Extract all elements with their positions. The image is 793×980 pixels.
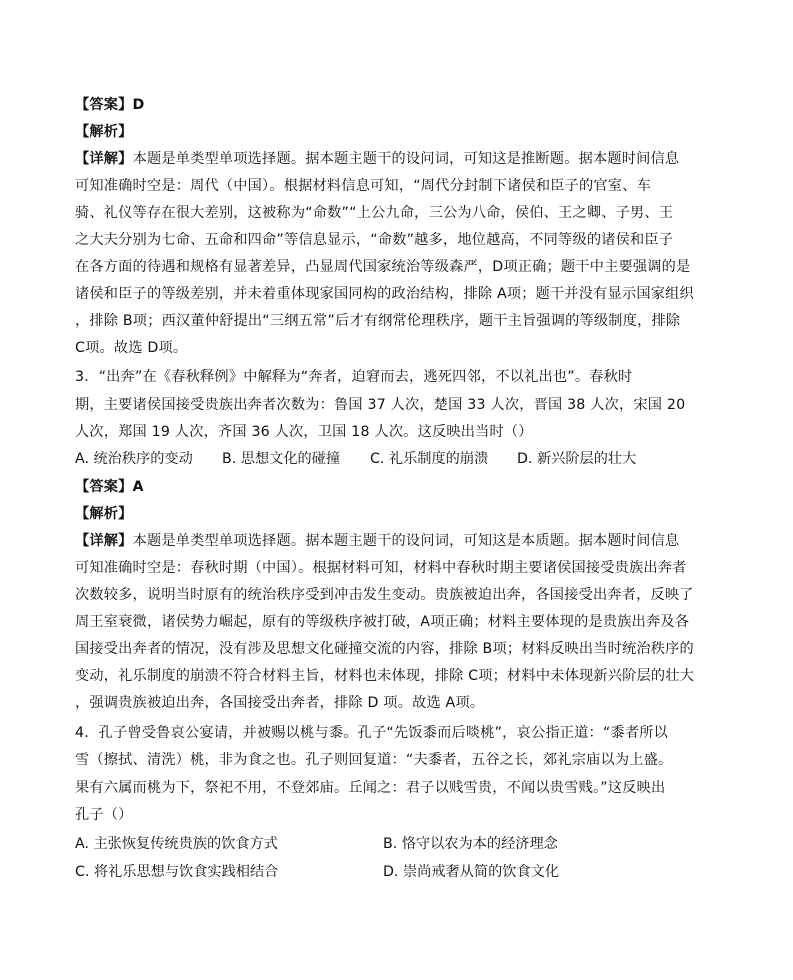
q3-detail-line-4: 周王室衰微，诸侯势力崛起，原有的等级秩序被打破，A项正确；材料主要体现的是贵族出奔及各 [75, 614, 690, 630]
q4-stem-line-4: 孔子（） [75, 807, 133, 823]
q2-answer: 【答案】D [75, 97, 145, 113]
q3-option-b: B. 思想文化的碰撞 [222, 451, 341, 467]
q2-detail-line-5: 在各方面的待遇和规格有显著差异，凸显周代国家统治等级森严，D项正确；题干中主要强调的是 [75, 259, 691, 275]
q2-detail-line-2: 可知准确时空是：周代（中国）。根据材料信息可知，“周代分封制下诸侯和臣子的官室、车 [75, 178, 651, 194]
q2-detail-line-7: ，排除 B项；西汉董仲舒提出“三纲五常”后才有纲常伦理秩序，题干主旨强调的等级制度，排除 [75, 313, 681, 329]
q3-option-c: C. 礼乐制度的崩溃 [370, 451, 489, 467]
q4-stem-line-1: 4．孔子曾受鲁哀公宴请，并被赐以桃与黍。孔子“先饭黍而后啖桃”，哀公指正道：“黍者所以 [75, 725, 668, 741]
q2-detail-line-1 [75, 149, 679, 169]
q3-detail-line-5: 国接受出奔者的情况，没有涉及思想文化碰撞交流的内容，排除 B项；材料反映出当时统治秩序的 [75, 641, 694, 657]
q4-option-c: C. 将礼乐思想与饮食实践相结合 [75, 864, 279, 880]
q3-detail-line-3: 次数较多，说明当时原有的统治秩序受到冲击发生变动。贵族被迫出奔，各国接受出奔者，反映了 [75, 587, 694, 603]
q3-analysis-label: 【解析】 [75, 506, 133, 522]
q4-option-a: A. 主张恢复传统贵族的饮食方式 [75, 836, 278, 852]
q2-analysis-label: 【解析】 [75, 124, 133, 140]
q2-detail-text: 本题是单类型单项选择题。据本题主题干的设问词，可知这是推断题。据本题时间信息 [132, 151, 680, 167]
q3-detail-line-7: ，强调贵族被迫出奔，各国接受出奔者，排除 D 项。故选 A项。 [75, 695, 485, 711]
q3-detail-line-6: 变动，礼乐制度的崩溃不符合材料主旨，材料也未体现，排除 C项；材料中未体现新兴阶层的壮大 [75, 668, 695, 684]
q3-answer: 【答案】A [75, 479, 144, 495]
q3-stem-line-1: 3．“出奔”在《春秋释例》中解释为“奔者，迫窘而去，逃死四邻，不以礼出也”。春秋时 [75, 369, 633, 385]
q3-option-d: D. 新兴阶层的壮大 [517, 451, 637, 467]
q3-detail-text: 本题是单类型单项选择题。据本题主题干的设问词，可知这是本质题。据本题时间信息 [132, 533, 680, 549]
q3-detail-line-2: 可知准确时空是：春秋时期（中国）。根据材料可知，材料中春秋时期主要诸侯国接受贵族出奔者 [75, 560, 687, 576]
q4-option-d: D. 崇尚戒奢从简的饮食文化 [383, 864, 560, 880]
q2-detail-tag: 【详解】 [75, 151, 133, 167]
q4-stem-line-3: 果有六属而桃为下，祭祀不用，不登郊庙。丘闻之：君子以贱雪贵，不闻以贵雪贱。”这反映出 [75, 780, 666, 796]
q3-detail-tag: 【详解】 [75, 533, 133, 549]
q3-stem-line-2: 期，主要诸侯国接受贵族出奔者次数为：鲁国 37 人次，楚国 33 人次，晋国 38 人次，宋国 20 [75, 397, 686, 413]
q3-stem-line-3: 人次，郑国 19 人次，齐国 36 人次，卫国 18 人次。这反映出当时（） [75, 424, 533, 440]
q2-detail-line-6: 诸侯和臣子的等级差别，并未着重体现家国同构的政治结构，排除 A项；题干并没有显示国家组织 [75, 286, 694, 302]
q2-detail-line-8: C项。故选 D项。 [75, 340, 188, 356]
q4-stem-line-2: 雪（擦拭、清洗）桃，非为食之也。孔子则回复道：“夫黍者，五谷之长，郊礼宗庙以为上盛。 [75, 752, 673, 768]
q3-detail-line-1 [75, 531, 679, 551]
q2-detail-line-3: 骑、礼仪等存在很大差别，这被称为“命数”“上公九命，三公为八命，侯伯、王之卿、子男、王 [75, 205, 674, 221]
q4-option-b: B. 恪守以农为本的经济理念 [383, 836, 558, 852]
q2-detail-line-4: 之大夫分别为七命、五命和四命”等信息显示，“命数”越多，地位越高，不同等级的诸侯和臣子 [75, 232, 674, 248]
q3-option-a: A. 统治秩序的变动 [75, 451, 193, 467]
